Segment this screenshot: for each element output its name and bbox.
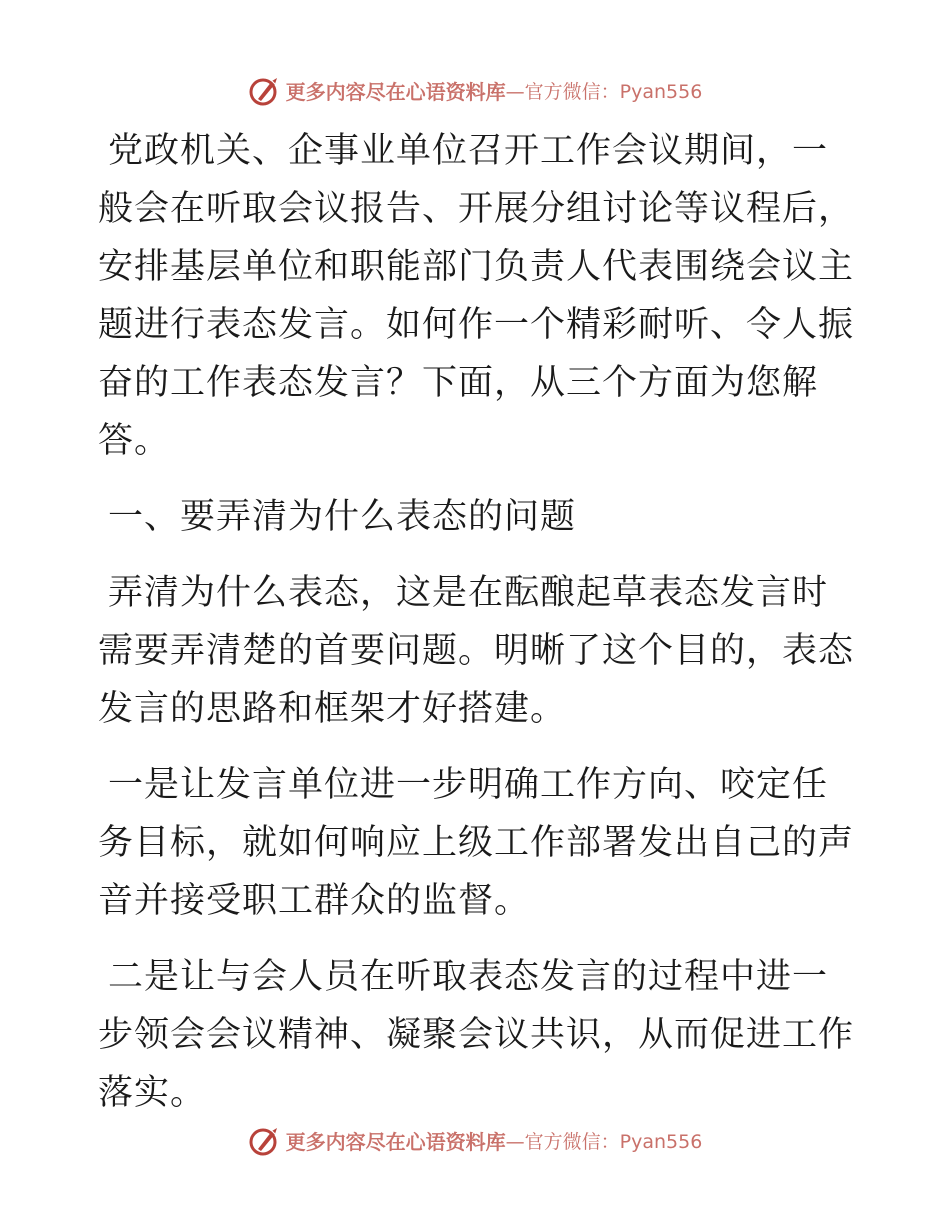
paragraph-purpose: 弄清为什么表态，这是在酝酿起草表态发言时需要弄清楚的首要问题。明晰了这个目的，表态发言的思路和框架才好搭建。: [98, 573, 855, 729]
footer-brand-text: 更多内容尽在心语资料库: [285, 1129, 506, 1154]
pen-nib-circle-icon: [248, 1123, 282, 1157]
header-wechat-text: —官方微信：Pyan556: [505, 80, 703, 103]
footer-wechat-text: —官方微信：Pyan556: [505, 1130, 703, 1153]
footer-banner: [0, 1120, 950, 1160]
section-heading: 一、要弄清为什么表态的问题: [108, 497, 577, 537]
paragraph-point-one: 一是让发言单位进一步明确工作方向、咬定任务目标，就如何响应上级工作部署发出自己的声音并接受职工群众的监督。: [98, 765, 855, 921]
paragraph-point-two: 二是让与会人员在听取表态发言的过程中进一步领会会议精神、凝聚会议共识，从而促进工作落实。: [98, 957, 855, 1113]
pen-nib-circle-icon: [248, 73, 282, 107]
document-body: [98, 122, 858, 1140]
header-brand-text: 更多内容尽在心语资料库: [285, 79, 506, 104]
paragraph-intro: 党政机关、企事业单位召开工作会议期间，一般会在听取会议报告、开展分组讨论等议程后，安排基层单位和职能部门负责人代表围绕会议主题进行表态发言。如何作一个精彩耐听、令人振奋的工作表态发言？下面，从三个方面为您解答。: [98, 131, 855, 461]
header-banner: [0, 70, 950, 110]
